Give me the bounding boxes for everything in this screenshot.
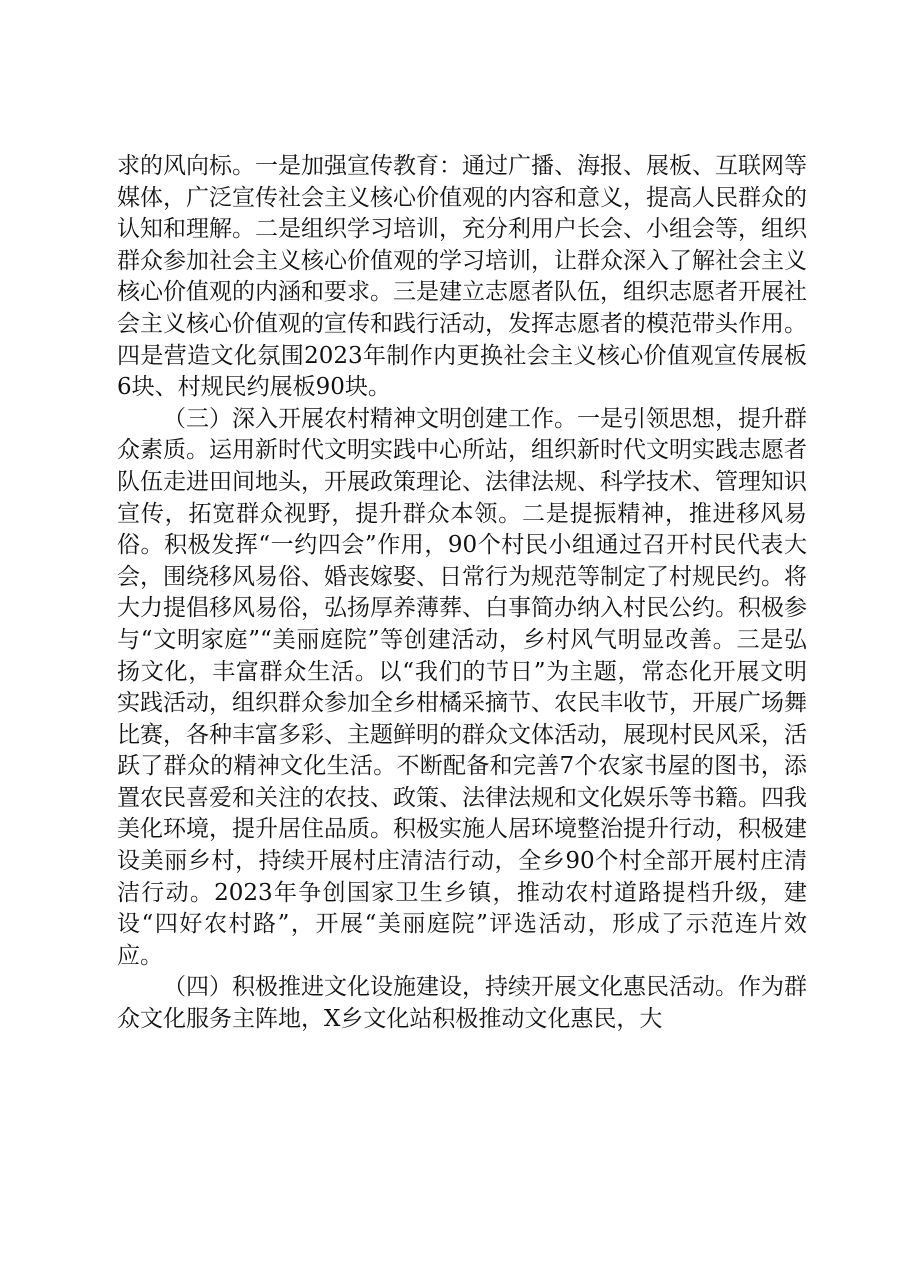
paragraph-continuation: 求的风向标。一是加强宣传教育：通过广播、海报、展板、互联网等媒体，广泛宣传社会主义核心价值观的内容和意义，提高人民群众的认知和理解。二是组织学习培训，充分利用户长会、小组会等，组织群众参加社会主义核心价值观的学习培训，让群众深入了解社会主义核心价值观的内涵和要求。三是建立志愿者队伍，组织志愿者开展社会主义核心价值观的宣传和践行活动，发挥志愿者的模范带头作用。四是营造文化氛围2023年制作内更换社会主义核心价值观宣传展板6块、村规民约展板90块。	[117, 153, 807, 401]
document-body	[117, 151, 807, 1036]
paragraph-section-three: （三）深入开展农村精神文明创建工作。一是引领思想，提升群众素质。运用新时代文明实践中心所站，组织新时代文明实践志愿者队伍走进田间地头，开展政策理论、法律法规、科学技术、管理知识宣传，拓宽群众视野，提升群众本领。二是提振精神，推进移风易俗。积极发挥“一约四会”作用，90个村民小组通过召开村民代表大会，围绕移风易俗、婚丧嫁娶、日常行为规范等制定了村规民约。将大力提倡移风易俗，弘扬厚养薄葬、白事简办纳入村民公约。积极参与“文明家庭”“美丽庭院”等创建活动，乡村风气明显改善。三是弘扬文化，丰富群众生活。以“我们的节日”为主题，常态化开展文明实践活动，组织群众参加全乡柑橘采摘节、农民丰收节，开展广场舞比赛，各种丰富多彩、主题鲜明的群众文体活动，展现村民风采，活跃了群众的精神文化生活。不断配备和完善7个农家书屋的图书，添置农民喜爱和关注的农技、政策、法律法规和文化娱乐等书籍。四我美化环境，提升居住品质。积极实施人居环境整治提升行动，积极建设美丽乡村，持续开展村庄清洁行动，全乡90个村全部开展村庄清洁行动。2023年争创国家卫生乡镇，推动农村道路提档升级，建设“四好农村路”，开展“美丽庭院”评选活动，形成了示范连片效应。	[117, 405, 807, 969]
paragraph-section-four: （四）积极推进文化设施建设，持续开展文化惠民活动。作为群众文化服务主阵地，X乡文化站积极推动文化惠民，大	[117, 974, 807, 1033]
